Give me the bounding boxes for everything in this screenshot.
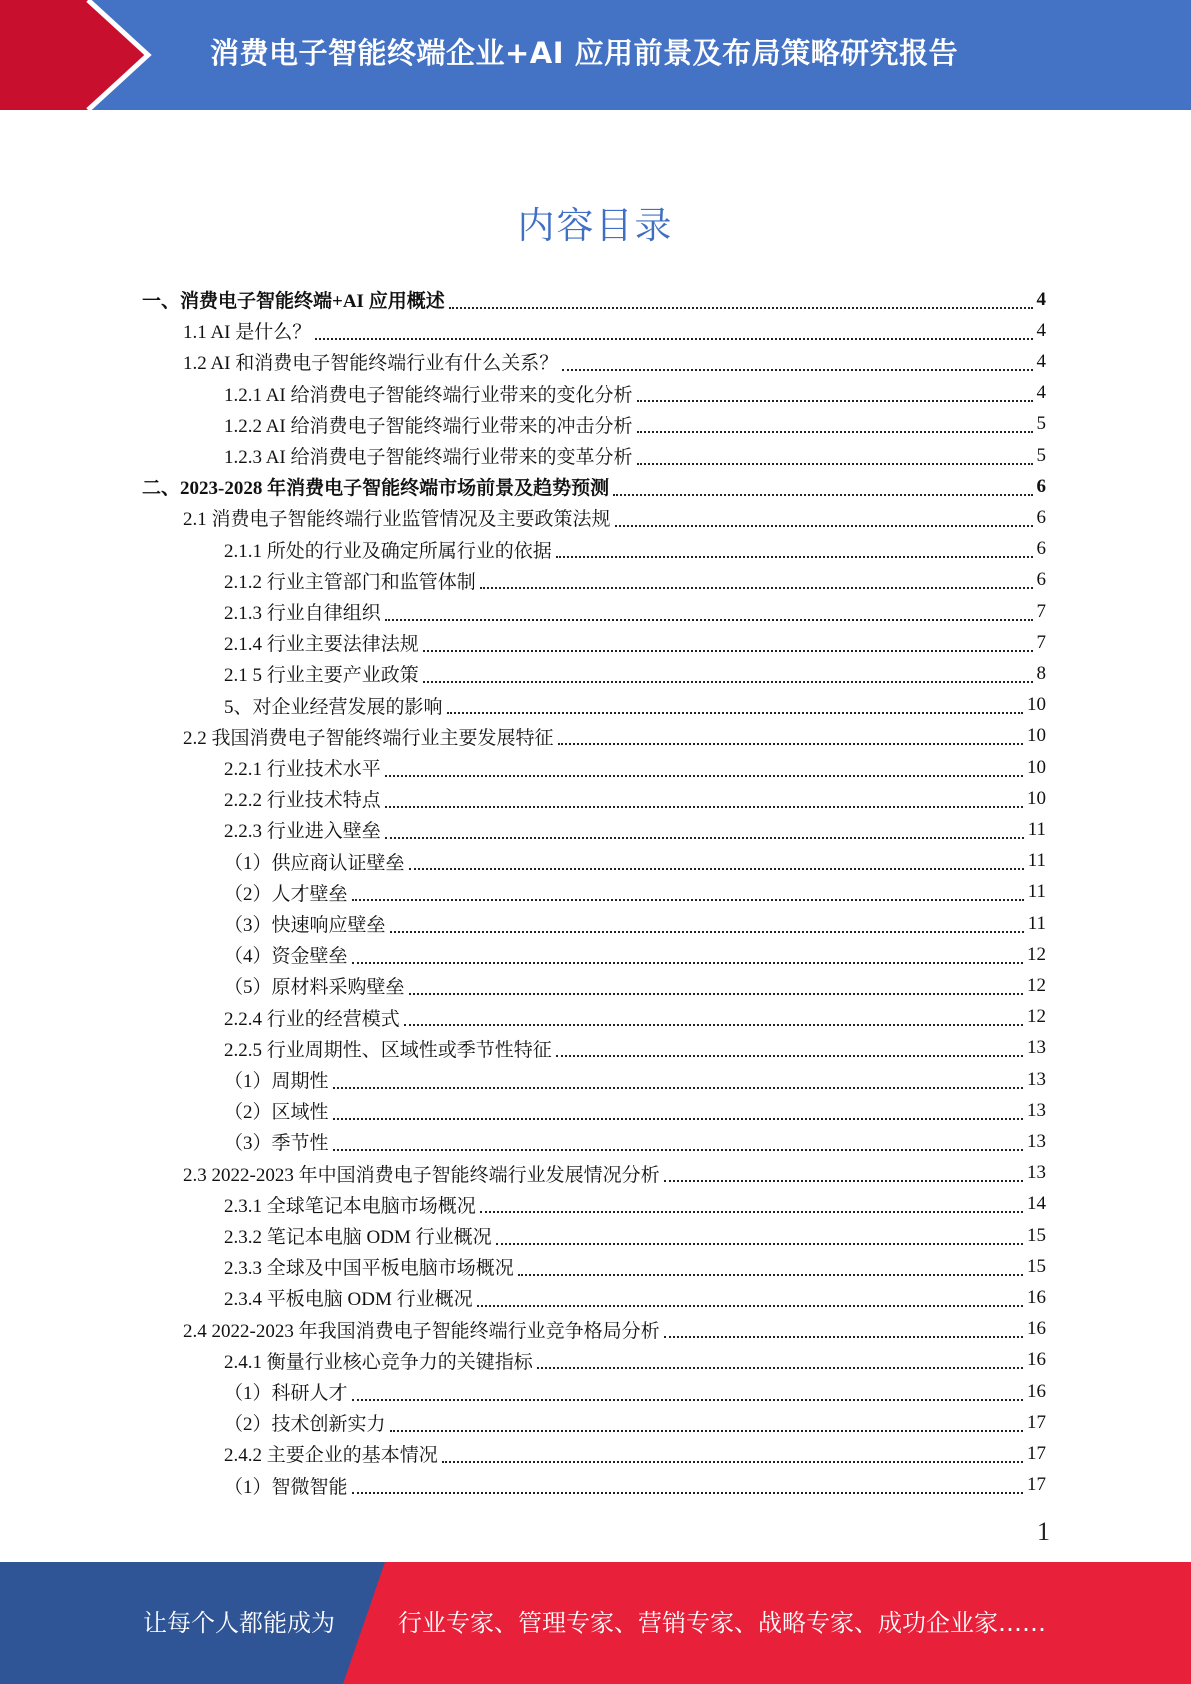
toc-entry[interactable] [224, 1470, 1046, 1501]
toc-entry-label: 2.4.1 衡量行业核心竞争力的关键指标 [224, 1351, 533, 1373]
toc-leader-dots [556, 536, 1033, 558]
toc-leader-dots [423, 630, 1033, 652]
toc-entry[interactable] [224, 690, 1046, 721]
toc-entry-page: 12 [1027, 974, 1046, 996]
toc-entry-page: 4 [1036, 319, 1046, 341]
toc-entry-page: 14 [1027, 1193, 1046, 1215]
toc-leader-dots [518, 1254, 1023, 1276]
toc-leader-dots [404, 1004, 1023, 1026]
toc-entry[interactable] [224, 1376, 1046, 1407]
toc-entry-page: 10 [1027, 725, 1046, 747]
toc-entry-page: 11 [1027, 912, 1046, 934]
page-footer [0, 1562, 1191, 1684]
toc-entry-page: 12 [1027, 943, 1046, 965]
toc-entry[interactable] [224, 1251, 1046, 1282]
toc-leader-dots [449, 287, 1033, 309]
toc-entry[interactable] [224, 1282, 1046, 1313]
toc-entry[interactable] [224, 1220, 1046, 1251]
toc-entry-page: 6 [1036, 506, 1046, 528]
toc-entry-label: 5、对企业经营发展的影响 [224, 696, 443, 718]
toc-entry-label: 2.1.3 行业自律组织 [224, 603, 381, 624]
toc-entry[interactable] [224, 1407, 1046, 1438]
toc-entry-label: 2.4 2022-2023 年我国消费电子智能终端行业竞争格局分析 [183, 1320, 660, 1342]
toc-entry-page: 5 [1036, 413, 1046, 435]
toc-entry-label: 2.3.1 全球笔记本电脑市场概况 [224, 1195, 476, 1217]
toc-entry-page: 17 [1027, 1442, 1046, 1464]
toc-entry[interactable] [224, 596, 1046, 627]
toc-entry[interactable] [224, 1002, 1046, 1033]
toc-entry-page: 4 [1036, 288, 1046, 310]
toc-entry-label: 2.2 我国消费电子智能终端行业主要发展特征 [183, 727, 554, 749]
toc-entry-label: （2）技术创新实力 [224, 1414, 386, 1436]
toc-leader-dots [637, 443, 1033, 465]
toc-entry[interactable] [224, 877, 1046, 908]
toc-entry[interactable] [224, 908, 1046, 939]
toc-entry-label: 2.2.4 行业的经营模式 [224, 1008, 400, 1030]
toc-entry[interactable] [183, 315, 1046, 346]
toc-leader-dots [477, 1285, 1023, 1307]
toc-leader-dots [637, 411, 1033, 433]
toc-entry[interactable] [224, 1126, 1046, 1157]
toc-entry-page: 13 [1027, 1130, 1046, 1152]
toc-entry-label: 2.3.3 全球及中国平板电脑市场概况 [224, 1258, 514, 1280]
toc-leader-dots [447, 692, 1023, 714]
toc-entry-page: 17 [1027, 1474, 1046, 1496]
toc-leader-dots [480, 1191, 1023, 1213]
toc-entry[interactable] [224, 409, 1046, 440]
toc-entry-page: 16 [1027, 1286, 1046, 1308]
toc-entry-label: 1.1 AI 是什么？ [183, 322, 312, 344]
toc-entry[interactable] [224, 1033, 1046, 1064]
toc-leader-dots [537, 1347, 1023, 1369]
toc-entry-label: （3）快速响应壁垒 [224, 915, 386, 936]
toc-entry-label: 2.1 5 行业主要产业政策 [224, 665, 419, 687]
toc-leader-dots [385, 817, 1024, 839]
toc-entry-label: 1.2 AI 和消费电子智能终端行业有什么关系？ [183, 353, 559, 375]
toc-entry-page: 5 [1036, 444, 1046, 466]
toc-leader-dots [613, 474, 1032, 496]
toc-entry-label: （4）资金壁垒 [224, 946, 348, 968]
toc-entry-page: 13 [1027, 1037, 1046, 1059]
toc-entry-page: 6 [1036, 475, 1046, 497]
toc-entry-label: （2）区域性 [224, 1102, 329, 1124]
toc-entry[interactable] [183, 1314, 1046, 1345]
toc-entry-label: 2.3.2 笔记本电脑 ODM 行业概况 [224, 1227, 492, 1248]
toc-leader-dots [637, 380, 1033, 402]
toc-entry-label: 2.1.1 所处的行业及确定所属行业的依据 [224, 540, 552, 562]
toc-entry-label: 1.2.1 AI 给消费电子智能终端行业带来的变化分析 [224, 384, 633, 406]
toc-leader-dots [385, 599, 1033, 621]
toc-entry-label: 1.2.3 AI 给消费电子智能终端行业带来的变革分析 [224, 447, 633, 468]
page-header [0, 0, 1191, 110]
toc-leader-dots [558, 723, 1023, 745]
toc-entry-page: 16 [1027, 1349, 1046, 1371]
toc-entry-page: 8 [1036, 662, 1046, 684]
toc-entry-label: （1）供应商认证壁垒 [224, 852, 405, 874]
page-number: 1 [1037, 1517, 1050, 1546]
toc-entry[interactable] [224, 783, 1046, 814]
toc-entry-page: 11 [1027, 850, 1046, 872]
toc-leader-dots [664, 1160, 1023, 1182]
toc-entry-label: 2.4.2 主要企业的基本情况 [224, 1445, 438, 1467]
toc-entry[interactable] [224, 440, 1046, 471]
toc-entry-page: 10 [1027, 756, 1046, 778]
toc-entry-page: 11 [1027, 818, 1046, 840]
toc-entry-page: 6 [1036, 538, 1046, 560]
toc-entry[interactable] [224, 1064, 1046, 1095]
toc-entry[interactable] [183, 346, 1046, 377]
toc-entry[interactable] [224, 814, 1046, 845]
toc-entry[interactable] [224, 658, 1046, 689]
toc-leader-dots [352, 1472, 1023, 1494]
toc-entry-label: 2.2.1 行业技术水平 [224, 759, 381, 780]
toc-entry-page: 16 [1027, 1380, 1046, 1402]
toc-leader-dots [664, 1316, 1023, 1338]
toc-entry-page: 7 [1036, 600, 1046, 622]
toc-entry[interactable] [224, 1345, 1046, 1376]
toc-entry-page: 15 [1027, 1255, 1046, 1277]
toc-leader-dots [333, 1129, 1023, 1151]
toc-leader-dots [352, 879, 1024, 901]
toc-entry-page: 13 [1027, 1099, 1046, 1121]
report-title: 消费电子智能终端企业+AI 应用前景及布局策略研究报告 [210, 36, 959, 70]
toc-entry-page: 13 [1027, 1068, 1046, 1090]
toc-entry-page: 15 [1027, 1224, 1046, 1246]
toc-entry-page: 13 [1027, 1162, 1046, 1184]
toc-entry-label: 2.3.4 平板电脑 ODM 行业概况 [224, 1289, 473, 1311]
toc-leader-dots [385, 786, 1023, 808]
footer-tagline: 行业专家、管理专家、营销专家、战略专家、成功企业家…… [398, 1609, 1046, 1637]
toc-leader-dots [556, 1035, 1023, 1057]
toc-heading: 内容目录 [517, 204, 674, 247]
toc-entry-page: 16 [1027, 1318, 1046, 1340]
toc-entry-page: 7 [1036, 631, 1046, 653]
toc-entry[interactable] [224, 1189, 1046, 1220]
toc-entry[interactable] [224, 1095, 1046, 1126]
toc-entry-page: 4 [1036, 382, 1046, 404]
toc-entry-label: 2.3 2022-2023 年中国消费电子智能终端行业发展情况分析 [183, 1164, 660, 1186]
toc-entry[interactable] [183, 1158, 1046, 1189]
toc-entry[interactable] [142, 471, 1046, 502]
toc-leader-dots [562, 349, 1032, 371]
toc-entry-page: 10 [1027, 787, 1046, 809]
toc-leader-dots [615, 505, 1033, 527]
toc-entry-page: 10 [1027, 694, 1046, 716]
toc-leader-dots [385, 755, 1023, 777]
toc-entry[interactable] [142, 284, 1046, 315]
toc-entry-page: 17 [1027, 1411, 1046, 1433]
toc-leader-dots [390, 1410, 1023, 1432]
toc-entry[interactable] [183, 502, 1046, 533]
toc-entry-page: 4 [1036, 350, 1046, 372]
toc-leader-dots [423, 661, 1033, 683]
toc-leader-dots [333, 1067, 1023, 1089]
toc-entry-label: 2.1.4 行业主要法律法规 [224, 634, 419, 656]
toc-leader-dots [352, 942, 1023, 964]
toc-leader-dots [442, 1441, 1023, 1463]
toc-leader-dots [390, 911, 1024, 933]
toc-entry-label: 2.2.5 行业周期性、区域性或季节性特征 [224, 1039, 552, 1061]
footer-slogan: 让每个人都能成为 [143, 1609, 335, 1637]
toc-entry[interactable] [224, 970, 1046, 1001]
toc-leader-dots [409, 973, 1023, 995]
toc-entry-label: 2.2.3 行业进入壁垒 [224, 821, 381, 843]
toc-leader-dots [409, 848, 1024, 870]
toc-entry-label: 2.1 消费电子智能终端行业监管情况及主要政策法规 [183, 509, 611, 531]
toc-entry-label: 2.2.2 行业技术特点 [224, 790, 381, 812]
toc-entry[interactable] [224, 1438, 1046, 1469]
toc-entry[interactable] [224, 627, 1046, 658]
toc-entry[interactable] [183, 721, 1046, 752]
toc-leader-dots [352, 1379, 1023, 1401]
toc-entry[interactable] [224, 565, 1046, 596]
toc-entry-label: （3）季节性 [224, 1133, 329, 1155]
toc-leader-dots [480, 567, 1033, 589]
toc-entry-label: 2.1.2 行业主管部门和监管体制 [224, 571, 476, 593]
toc-entry-label: （5）原材料采购壁垒 [224, 977, 405, 999]
toc-entry[interactable] [224, 378, 1046, 409]
toc-entry[interactable] [224, 752, 1046, 783]
toc-leader-dots [315, 318, 1032, 340]
toc-entry-label: （2）人才壁垒 [224, 883, 348, 905]
toc-entry[interactable] [224, 939, 1046, 970]
toc-entry-label: （1）科研人才 [224, 1383, 348, 1404]
toc-entry[interactable] [224, 534, 1046, 565]
toc-entry-label: （1）智微智能 [224, 1476, 348, 1498]
toc-entry-page: 11 [1027, 881, 1046, 903]
toc-entry-page: 6 [1036, 569, 1046, 591]
toc-entry[interactable] [224, 846, 1046, 877]
toc-entry-label: （1）周期性 [224, 1071, 329, 1092]
toc-entry-label: 一、消费电子智能终端+AI 应用概述 [142, 291, 445, 312]
toc-entry-label: 1.2.2 AI 给消费电子智能终端行业带来的冲击分析 [224, 415, 633, 437]
toc-leader-dots [333, 1098, 1023, 1120]
toc-entry-label: 二、2023-2028 年消费电子智能终端市场前景及趋势预测 [142, 478, 610, 500]
toc-entry-page: 12 [1027, 1006, 1046, 1028]
toc-leader-dots [496, 1223, 1023, 1245]
